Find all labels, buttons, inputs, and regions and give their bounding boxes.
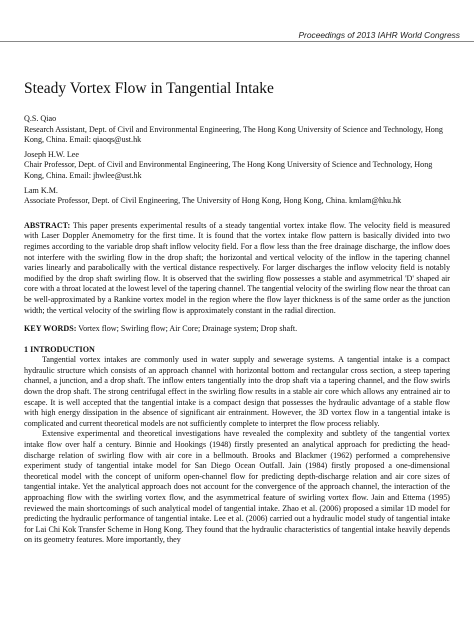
section-heading: 1 INTRODUCTION <box>24 344 95 354</box>
keywords-text: Vortex flow; Swirling flow; Air Core; Drainage system; Drop shaft. <box>78 324 298 334</box>
author-entry <box>24 186 450 207</box>
author-affiliation: Research Assistant, Dept. of Civil and Environmental Engineering, The Hong Kong University of Science and Technology, Hong Kong, China. Email: qiaoqs@ust.hk <box>24 124 443 145</box>
header-rule <box>0 41 474 42</box>
keywords <box>24 324 450 335</box>
author-name: Joseph H.W. Lee <box>24 149 79 159</box>
running-head: Proceedings of 2013 IAHR World Congress <box>298 30 460 40</box>
author-block <box>24 114 450 207</box>
author-affiliation: Chair Professor, Dept. of Civil and Environmental Engineering, The Hong Kong University of Science and Technology, Hong Kong, China. Email: jhwlee@ust.hk <box>24 160 433 180</box>
abstract-label: ABSTRACT: <box>24 220 71 230</box>
body-paragraph: Extensive experimental and theoretical investigations have revealed the complexity and subtlety of the tangential vortex intake flow over half a century. Binnie and Hookings (1948) firstly presented an analytical approach for predicting the head-discharge relation of swirling flow with air core in a bellmouth. Brooks and Blackmer (1962) performed a comprehensive experiment study of tangential intake model for San Diego Ocean Outfall. Jain (1984) firstly proposed a one-dimensional theoretical model with the concept of uniform open-channel flow for predicting depth-discharge relation and air core sizes of tangential intake. Yet the analytical approach does not account for the convergence of the approach channel, the interaction of the approaching flow with the swirling vortex flow, and the asymmetrical feature of swirling vortex flow. Jain and Ettema (1995) reviewed the main shortcomings of such analytical model of tangential intake. Zhao et al. (2006) proposed a similar 1D model for predicting the hydraulic performance of tangential intake. Lee et al. (2006) carried out a hydraulic model study of tangential intake for Lai Chi Kok Transfer Scheme in Hong Kong. They found that the hydraulic characteristics of tangential intake heavily depends on its geometry features. More importantly, they <box>24 429 450 545</box>
author-entry <box>24 150 450 182</box>
abstract-text: This paper presents experimental results of a steady tangential vortex intake flow. The velocity field is measured with Laser Doppler Anemometry for the first time. It is found that the vortex intake flow pattern is basically divided into two regimes according to the variable drop shaft inflow velocity field. For a flow less than the free drainage discharge, the inflow does not interfere with the swirling flow in the drop shaft; the horizontal and vertical velocity of the inflow in the tapering channel varies linearly and parabolically with the vertical distance respectively. For larger discharges the inflow velocity field is notably modified by the drop shaft swirling flow. It is observed that the swirling flow possesses a stable and asymmetrical 'D' shaped air core with a throat located at the lowest level of the tapering channel. The tangential velocity of the swirling flow near the throat can be well-approximated by a Rankine vortex model in the region where the flow layer thickness is of the same order as the junction width; the vertical velocity of the swirling flow is approximately constant in the radial direction. <box>24 220 450 315</box>
author-name: Q.S. Qiao <box>24 114 57 123</box>
paper-title: Steady Vortex Flow in Tangential Intake <box>24 80 274 97</box>
paper-body <box>24 44 450 546</box>
body-paragraph: Tangential vortex intakes are commonly used in water supply and sewerage systems. A tangential intake is a compact hydraulic structure which consists of an approach channel with horizontal bottom and rectangular cross section, a steep tapering channel, a junction, and a drop shaft. The inflow enters tangentially into the drop shaft via a tapering channel, and the flow swirls down the drop shaft. The strong centrifugal effect in the swirling flow results in a stable air core which allows any entrained air to escape. It is well accepted that the tangential intake is a compact design that possesses the hydraulic advantage of a stable flow with high energy dissipation in the absence of significant air entrainment. However, the 3D vortex flow in a tangential intake is complicated and current theoretical models are not sufficiently complete to interpret the flow process reliably. <box>24 355 450 428</box>
keywords-label: KEY WORDS: <box>24 324 77 334</box>
author-entry <box>24 114 450 146</box>
author-name: Lam K.M. <box>24 185 58 195</box>
author-affiliation: Associate Professor, Dept. of Civil Engineering, The University of Hong Kong, Hong Kong, China. kmlam@hku.hk <box>24 196 402 206</box>
abstract <box>24 221 450 316</box>
